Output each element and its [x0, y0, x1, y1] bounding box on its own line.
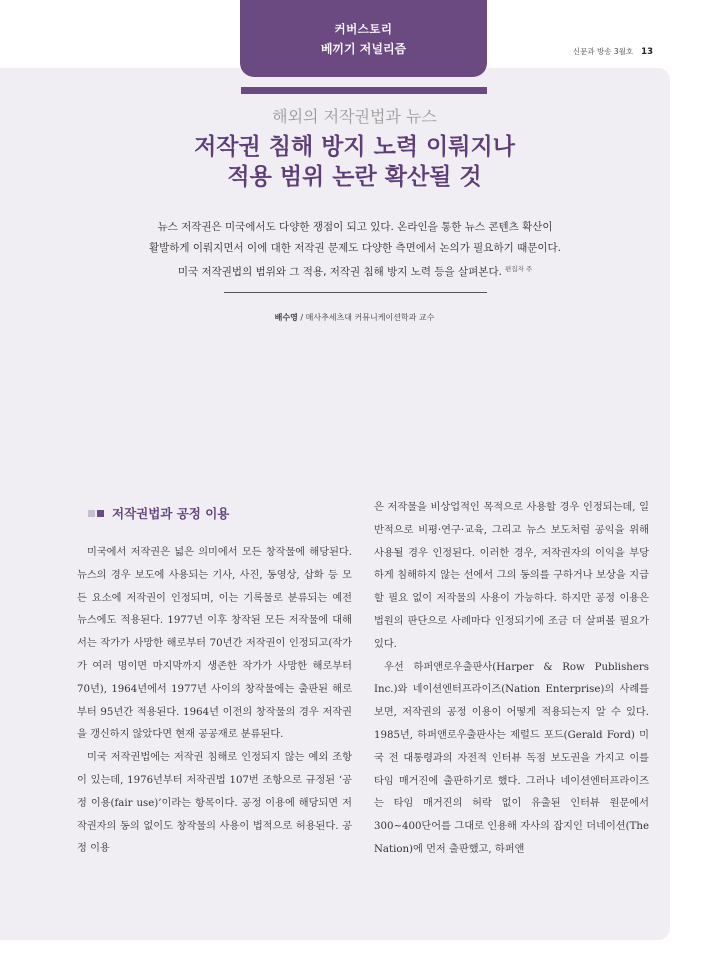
body-paragraph: 미국에서 저작권은 넓은 의미에서 모든 창작물에 해당된다. 뉴스의 경우 보도에 사용되는 기사, 사진, 동영상, 삽화 등 모든 요소에 저작권이 인정되며, 이는 기록물로 분류되는 예전 뉴스에도 적용된다. 1977년 이후 창작된 모든 저작물에 대해서는 작가가 사망한 해로부터 70년간 저작권이 인정되고(작가가 여러 명이면 마지막까지 생존한 작가가 사망한 해로부터 70년), 1964년에서 1977년 사이의 창작물에는 출판된 해로부터 95년간 적용된다. 1964년 이전의 창작물의 경우 저작권을 갱신하지 않았다면 현재 공공재로 분류된다.: [77, 547, 352, 741]
byline: [0, 312, 709, 323]
square-bullet-icon: [88, 510, 95, 517]
section-subtitle: 베끼기 저널리즘: [320, 42, 407, 56]
body-column-right: [374, 497, 649, 862]
editor-note: 편집자 주: [504, 265, 533, 273]
article-kicker: 해외의 저작권법과 뉴스: [272, 107, 437, 126]
page-number: 13: [641, 47, 653, 57]
lead-line-3: [60, 259, 650, 283]
lead-line-1: 뉴스 저작권은 미국에서도 다양한 쟁점이 되고 있다. 온라인을 통한 뉴스 콘텐츠 확산이: [157, 221, 553, 233]
body-paragraph: 은 저작물을 비상업적인 목적으로 사용할 경우 인정되는데, 일반적으로 비평·연구·교육, 그리고 뉴스 보도처럼 공익을 위해 사용될 경우 인정된다. 이러한 경우, 저작권자의 이익을 부당하게 침해하지 않는 선에서 그의 동의를 구하거나 보상을 지급할 필요 없이 저작물의 사용이 가능하다. 하지만 공정 이용은 법원의 판단으로 사례마다 인정되기에 조금 더 살펴볼 필요가 있다.: [374, 502, 649, 650]
page-info: [573, 46, 653, 57]
article-lead: [60, 217, 650, 283]
title-line-1: 저작권 침해 방지 노력 이뤄지나: [194, 133, 515, 160]
section-heading: [88, 504, 229, 522]
body-paragraph: 미국 저작권법에는 저작권 침해로 인정되지 않는 예외 조항이 있는데, 1976년부터 저작권법 107번 조항으로 규정된 ‘공정 이용(fair use)’이라는 항목이다. 공정 이용에 해당되면 저작권자의 동의 없이도 창작물의 사용이 법적으로 허용된다. 공정 이용: [77, 752, 352, 855]
section-heading-text: 저작권법과 공정 이용: [112, 506, 230, 521]
square-bullet-icon: [97, 510, 104, 517]
lead-line-2: 활발하게 이뤄지면서 이에 대한 저작권 문제도 다양한 측면에서 논의가 필요하기 때문이다.: [148, 242, 561, 254]
publication-name: 신문과 방송 3월호: [572, 47, 634, 56]
article-title: [0, 132, 709, 192]
title-accent-bar: [241, 87, 487, 94]
section-tab: [240, 0, 487, 77]
author-name: 배수영: [274, 313, 298, 322]
lead-line-3-text: 미국 저작권법의 범위와 그 적용, 저작권 침해 방지 노력 등을 살펴본다.: [177, 266, 502, 278]
body-paragraph: 우선 하퍼앤로우출판사(Harper & Row Publishers Inc.)와 네이션엔터프라이즈(Nation Enterprise)의 사례를 보면, 저작권의 공정 이용이 어떻게 적용되는지 알 수 있다. 1985년, 하퍼앤로우출판사는 제럴드 포드(Gerald Ford) 미국 전 대통령과의 자전적 인터뷰 독점 보도권을 가지고 이를 타임 매거진에 출판하기로 했다. 그러나 네이션엔터프라이즈는 타임 매거진의 허락 없이 유출된 인터뷰 원문에서 300~400단어를 그대로 인용해 자사의 잡지인 더네이션(The Nation)에 먼저 출판했고, 하퍼앤: [374, 661, 649, 855]
section-label: 커버스토리: [334, 22, 393, 36]
body-column-left: [77, 542, 352, 861]
author-affiliation: / 매사추세츠대 커뮤니케이션학과 교수: [297, 313, 435, 322]
divider: [224, 292, 487, 293]
title-line-2: 적용 범위 논란 확산될 것: [227, 163, 482, 190]
